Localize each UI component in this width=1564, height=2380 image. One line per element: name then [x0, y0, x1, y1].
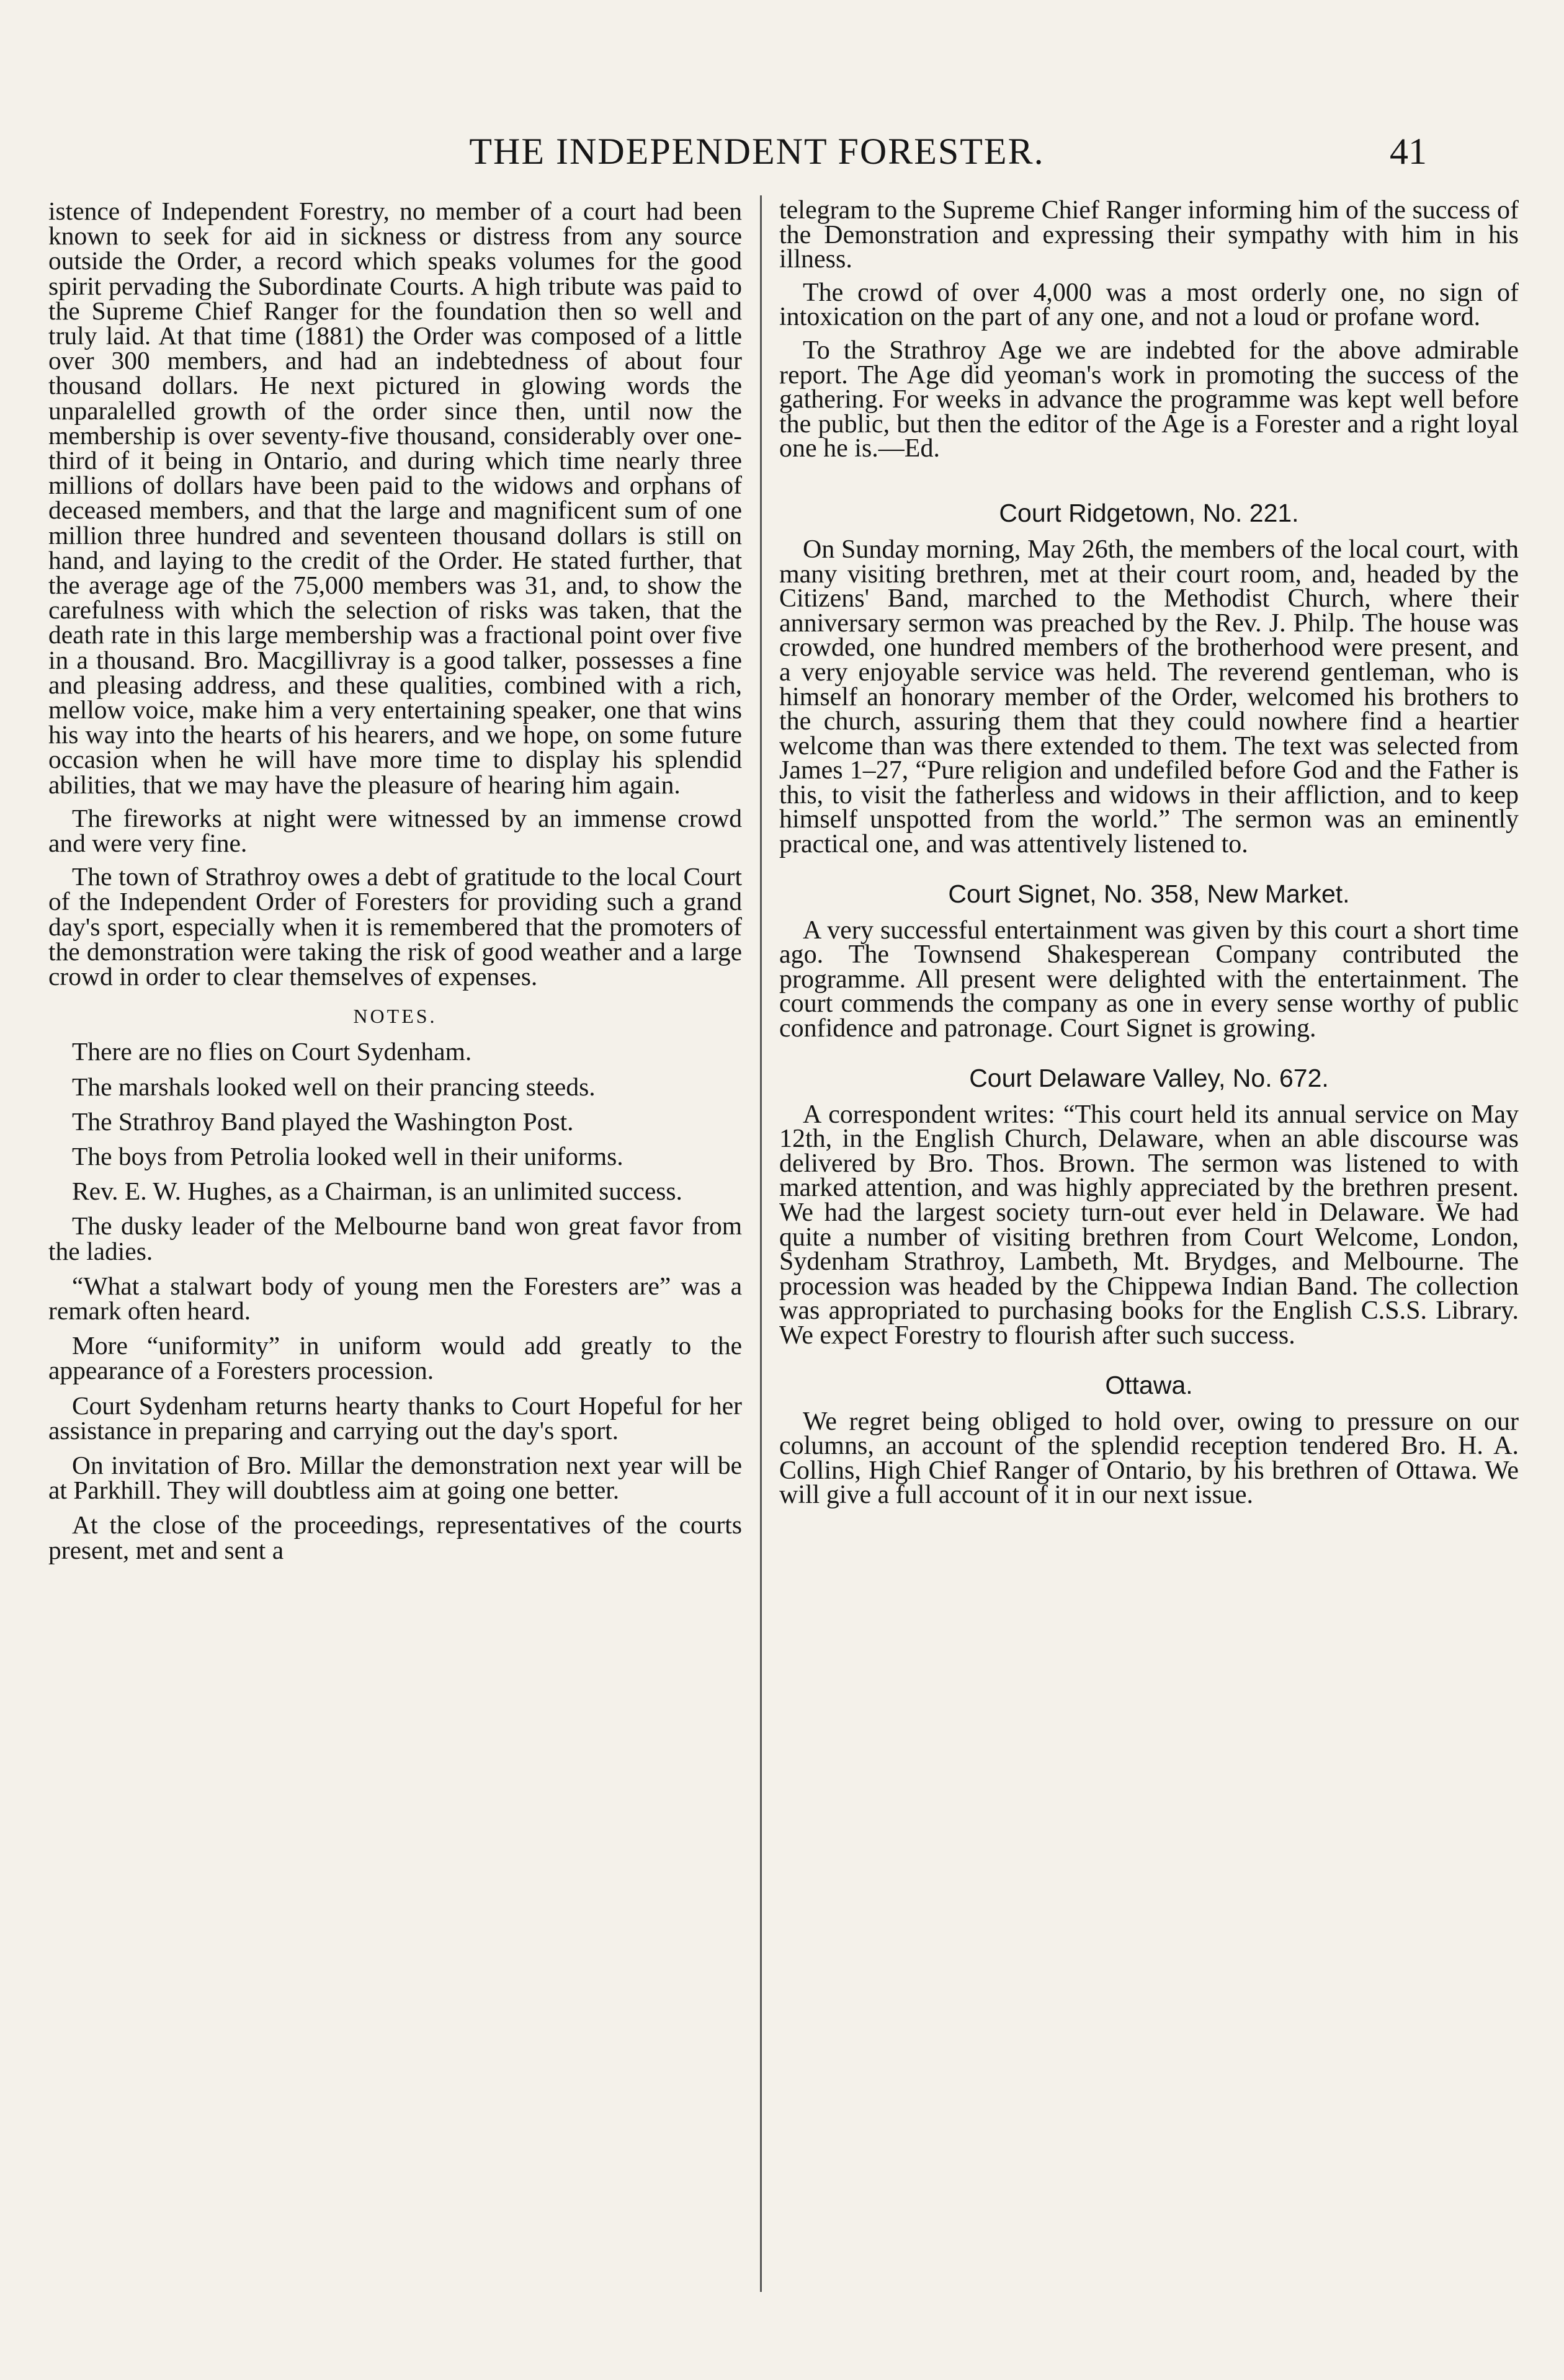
section-heading-court-ridgetown: Court Ridgetown, No. 221. [999, 498, 1299, 527]
article-paragraph: The fireworks at night were witnessed by an immense crowd and were very fine. [48, 803, 742, 858]
page-number: 41 [1390, 131, 1427, 172]
section-body: We regret being obliged to hold over, owing to pressure on our columns, an account of the splendid reception tendered Bro. H. A. Collins, High Chief Ranger of Ontario, by his brethren of Ottawa. We will give a full account of it in our next issue. [779, 1407, 1519, 1510]
section-heading-ottawa: Ottawa. [1105, 1370, 1193, 1399]
editor-note: To the Strathroy Age we are indebted for the above admirable report. The Age did yeoman's work in promoting the success of the gathering. For weeks in advance the programme was kept well before the public, but then the editor of the Age is a Forester and a right loyal one he is.—Ed. [779, 336, 1519, 463]
article-paragraph: The town of Strathroy owes a debt of gratitude to the local Court of the Independent Order of Foresters for providing such a grand day's sport, especially when it is remembered that the promoters of the demonstration were taking the risk of good weather and a large crowd in order to clear themselves of expenses. [48, 862, 742, 991]
note-item: “What a stalwart body of young men the Foresters are” was a remark often heard. [48, 1271, 742, 1325]
note-item: More “uniformity” in uniform would add greatly to the appearance of a Foresters procession. [48, 1331, 742, 1385]
column-divider [760, 195, 762, 2292]
note-item: The marshals looked well on their prancing steeds. [72, 1072, 596, 1101]
note-item: The Strathroy Band played the Washington Post. [72, 1107, 574, 1136]
page-header [0, 130, 1564, 180]
running-title: THE INDEPENDENT FORESTER. [469, 131, 1045, 172]
article-paragraph: telegram to the Supreme Chief Ranger informing him of the success of the Demonstration and expressing their sympathy with him in his illness. [779, 196, 1519, 274]
note-item: At the close of the proceedings, representatives of the courts present, met and sent a [48, 1510, 742, 1564]
section-body: A correspondent writes: “This court held its annual service on May 12th, in the English Church, Delaware, when an able discourse was delivered by Bro. Thos. Brown. The sermon was listened to with marked attention, and was highly appreciated by the brethren present. We had the largest society turn-out ever held in Delaware. We had quite a number of visiting brethren from Court Welcome, London, Sydenham Strathroy, Lambeth, Mt. Brydges, and Melbourne. The procession was headed by the Chippewa Indian Band. The collection was appropriated to purchasing books for the English C.S.S. Library. We expect Forestry to flourish after such success. [779, 1100, 1519, 1350]
note-item: Court Sydenham returns hearty thanks to Court Hopeful for her assistance in preparing and carrying out the day's sport. [48, 1391, 742, 1445]
note-item: The dusky leader of the Melbourne band won great favor from the ladies. [48, 1211, 742, 1265]
left-column [48, 198, 742, 1572]
note-item: The boys from Petrolia looked well in their uniforms. [72, 1141, 623, 1170]
section-heading-court-signet: Court Signet, No. 358, New Market. [948, 879, 1350, 908]
section-body: On Sunday morning, May 26th, the members of the local court, with many visiting brethren, met at their court room, and, headed by the Citizens' Band, marched to the Methodist Church, where their anniversary sermon was preached by the Rev. J. Philp. The house was crowded, one hundred members of the brotherhood were present, and a very enjoyable service was held. The reverend gentleman, who is himself an honorary member of the Order, welcomed his brothers to the church, assuring them that they could nowhere find a heartier welcome than was there extended to them. The text was selected from James 1–27, “Pure religion and undefiled before God and the Father is this, to visit the fatherless and widows in their affliction, and to keep himself unspotted from the world.” The sermon was an eminently practical one, and was attentively listened to. [779, 535, 1519, 859]
section-body: A very successful entertainment was given by this court a short time ago. The Townsend Shakesperean Company contributed the programme. All present were delighted with the entertainment. The court commends the company as one in every sense worthy of public confidence and patronage. Court Signet is growing. [779, 916, 1519, 1043]
article-paragraph: The crowd of over 4,000 was a most orderly one, no sign of intoxication on the part of any one, and not a loud or profane word. [779, 278, 1519, 332]
notes-heading: NOTES. [353, 1005, 437, 1028]
note-item: On invitation of Bro. Millar the demonstration next year will be at Parkhill. They will doubtless aim at going one better. [48, 1450, 742, 1505]
note-item: Rev. E. W. Hughes, as a Chairman, is an unlimited success. [72, 1177, 682, 1206]
section-heading-court-delaware-valley: Court Delaware Valley, No. 672. [969, 1063, 1329, 1092]
right-column [779, 198, 1519, 1517]
note-item: There are no flies on Court Sydenham. [72, 1037, 472, 1066]
article-paragraph: istence of Independent Forestry, no member of a court had been known to seek for aid in sickness or distress from any source outside the Order, a record which speaks volumes for the good spirit pervading the Subordinate Courts. A high tribute was paid to the Supreme Chief Ranger for the foundation then so well and truly laid. At that time (1881) the Order was composed of a little over 300 members, and had an indebtedness of about four thousand dollars. He next pictured in glowing words the unparalelled growth of the order since then, until now the membership is over seventy-five thousand, considerably over one-third of it being in Ontario, and during which time nearly three millions of dollars have been paid to the widows and orphans of deceased members, and that the large and magnificent sum of one million three hundred and seventeen thousand dollars is still on hand, and laying to the credit of the Order. He stated further, that the average age of the 75,000 members was 31, and, to show the carefulness with which the selection of risks was taken, that the death rate in this large membership was a fractional point over five in a thousand. Bro. Macgillivray is a good talker, possesses a fine and pleasing address, and these qualities, combined with a rich, mellow voice, make him a very entertaining speaker, one that wins his way into the hearts of his hearers, and we hope, on some future occasion when he will have more time to display his splendid abilities, that we may have the pleasure of hearing him again. [48, 197, 742, 799]
